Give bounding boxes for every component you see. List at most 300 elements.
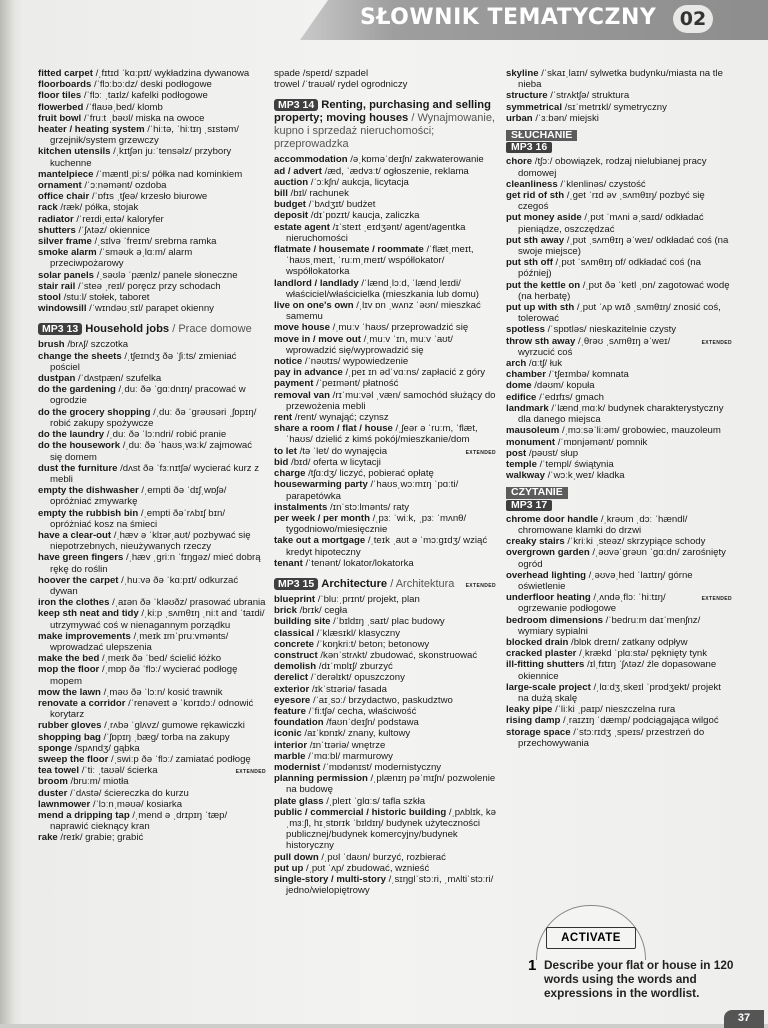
entry-definition: /ˌmend ə ˌdrɪpɪŋ ˈtæp/ naprawić cieknący kran — [50, 810, 228, 833]
entry-definition: /ˈdʌstpæn/ szufelka — [75, 373, 162, 385]
wordlist-entry — [38, 698, 266, 720]
entry-term: building site — [274, 616, 331, 628]
wordlist-entry — [506, 102, 732, 113]
page-number: 37 — [724, 1010, 764, 1028]
wordlist-entry — [274, 639, 496, 650]
entry-term: monument — [506, 436, 556, 448]
section-heading-architecture — [274, 578, 496, 591]
entry-term: notice — [274, 356, 303, 368]
entry-term: chore — [506, 156, 533, 168]
wordlist-entry — [506, 682, 732, 704]
entry-definition: /ˈtʃeɪmbə/ komnata — [546, 369, 629, 381]
wordlist-entry — [506, 156, 732, 178]
entry-definition: /ɪkˈstɪəriə/ fasada — [309, 683, 387, 695]
entry-definition: /ˌaɪən ðə ˈkləʊðz/ prasować ubrania — [109, 597, 266, 609]
wordlist-entry — [38, 68, 266, 79]
entry-definition: /ˈbluːˌprɪnt/ projekt, plan — [315, 593, 420, 605]
wordlist-entry — [38, 799, 266, 810]
entry-definition: /ˈlændˌlɔːd, ˈlændˌleɪdi/ właściciel/właścicielka (mieszkania lub domu) — [286, 277, 480, 300]
wordlist-entry — [274, 740, 496, 751]
mp3-badge: MP3 14 — [274, 99, 318, 111]
entry-definition: /ɪnˈstɔːlmənts/ raty — [327, 501, 410, 513]
wordlist-entry — [506, 459, 732, 470]
entry-definition: /ˈstɔːrɪdʒ ˌspeɪs/ przestrzeń do przechowywania — [518, 726, 705, 749]
wordlist-entry — [38, 664, 266, 686]
entry-definition: /ˌpʌblɪk, kəˌmɜːʃl, hɪˌstɒrɪk ˈbɪldɪŋ/ budynek użyteczności publicznej/budynek komercyjny/budynek historyczny — [286, 806, 496, 852]
entry-term: fruit bowl — [38, 112, 82, 124]
entry-definition: /ˌhæv ˌɡriːn ˈfɪŋɡəz/ mieć dobrą rękę do roślin — [50, 552, 261, 575]
entry-term: payment — [274, 378, 314, 390]
wordlist-entry — [38, 270, 266, 281]
entry-term: derelict — [274, 672, 309, 684]
wordlist-entry — [274, 628, 496, 639]
wordlist-entry — [38, 384, 266, 406]
wordlist-entry — [274, 356, 496, 367]
entry-definition: /rɪˈmuːvəl ˌvæn/ samochód służący do przewożenia mebli — [286, 389, 496, 412]
entry-definition: /ˌkrækd ˈplɑːstə/ pęknięty tynk — [576, 648, 708, 660]
entry-definition: /ˌplænɪŋ pəˈmɪʃn/ pozwolenie na budowę — [286, 773, 496, 796]
wordlist-entry — [274, 300, 496, 322]
entry-term: per week / per month — [274, 512, 370, 524]
entry-term: mausoleum — [506, 425, 560, 437]
wordlist-entry — [38, 788, 266, 799]
entry-definition: /ɑːtʃ/ łuk — [526, 358, 562, 370]
wordlist-entry — [38, 687, 266, 698]
entry-definition: /ˌmeɪk ðə ˈbed/ ścielić łóżko — [99, 653, 222, 665]
entry-definition: /ˈderəlɪkt/ opuszczony — [308, 672, 405, 684]
wordlist-entry — [506, 536, 732, 547]
entry-term: landlord / landlady — [274, 277, 359, 289]
wordlist-entry — [274, 796, 496, 807]
entry-definition: /bɪl/ rachunek — [287, 188, 349, 200]
column-1 — [38, 68, 266, 844]
wordlist-entry — [38, 508, 266, 530]
entry-definition: /faʊnˈdeɪʃn/ podstawa — [323, 717, 419, 729]
wordlist-entry — [274, 616, 496, 627]
wordlist-entry — [274, 751, 496, 762]
wordlist-entry — [274, 322, 496, 333]
wordlist-entry — [506, 179, 732, 190]
entry-term: demolish — [274, 661, 317, 673]
entry-term: spotless — [506, 324, 545, 336]
entry-definition: /ˌmɔːsəˈliːəm/ grobowiec, mauzoleum — [559, 425, 721, 437]
wordlist-entry — [38, 440, 266, 462]
activate-box — [520, 905, 752, 1010]
wordlist-entry — [506, 425, 732, 436]
wordlist-group — [506, 156, 732, 481]
entry-term: marble — [274, 750, 306, 762]
wordlist-entry — [506, 68, 732, 90]
entry-term: put money aside — [506, 212, 582, 224]
wordlist-entry — [506, 392, 732, 403]
entry-definition: /ˌməʊ ðə ˈlɔːn/ kosić trawnik — [100, 686, 223, 698]
wordlist-entry — [274, 513, 496, 535]
wordlist-entry — [274, 199, 496, 210]
entry-term: bid — [274, 456, 289, 468]
entry-term: do the housework — [38, 440, 121, 452]
entry-definition: /ˈklæsɪkl/ klasyczny — [314, 627, 401, 639]
entry-term: blueprint — [274, 593, 316, 605]
entry-term: empty the rubbish bin — [38, 507, 139, 519]
entry-definition: /ˌtʃeɪndʒ ðə ˈʃiːts/ zmieniać pościel — [50, 350, 237, 373]
entry-term: dust the furniture — [38, 462, 118, 474]
entry-term: have green fingers — [38, 552, 124, 564]
wordlist-entry — [274, 166, 496, 177]
entry-definition: /ˈedɪfɪs/ gmach — [536, 391, 605, 403]
entry-definition: /ˌpʊt ðə ˈketl ˌɒn/ zagotować wodę (na herbatę) — [518, 279, 730, 302]
section-title: Renting, purchasing and selling property; moving houses — [274, 99, 491, 125]
wordlist-entry — [274, 222, 496, 244]
entry-definition: /ˈhaʊsˌwɔːmɪŋ ˈpɑːti/ parapetówka — [286, 479, 459, 502]
entry-term: put up with sth — [506, 302, 575, 314]
wordlist-entry — [274, 502, 496, 513]
entry-definition: /ˈpeɪmənt/ płatność — [313, 378, 399, 390]
wordlist-entry — [38, 351, 266, 373]
entry-term: solar panels — [38, 269, 94, 281]
entry-term: rake — [38, 832, 58, 844]
extended-tag: EXTENDED — [701, 339, 732, 346]
entry-definition: /ˈmɒnjəmənt/ pomnik — [555, 436, 648, 448]
entry-term: shutters — [38, 224, 76, 236]
entry-term: sponge — [38, 742, 73, 754]
entry-term: rack — [38, 202, 58, 214]
entry-term: stool — [38, 292, 61, 304]
wordlist-entry — [274, 706, 496, 717]
wordlist-group — [38, 68, 266, 314]
entry-definition: /ˈflɔː ˌtaɪlz/ kafelki podłogowe — [81, 90, 208, 102]
entry-definition: /aɪˈkɒnɪk/ znany, kultowy — [301, 728, 411, 740]
entry-term: empty the dishwasher — [38, 485, 139, 497]
section-subtitle: / Architektura — [387, 577, 455, 590]
entry-term: creaky stairs — [506, 536, 565, 548]
entry-term: removal van — [274, 389, 330, 401]
entry-term: post — [506, 447, 527, 459]
entry-term: brick — [274, 605, 297, 617]
wordlist-entry — [506, 514, 732, 536]
entry-definition: /bruːm/ miotła — [67, 776, 129, 788]
extended-tag: EXTENDED — [235, 769, 266, 776]
wordlist-entry — [274, 717, 496, 728]
entry-definition: /ˈtempl/ świątynia — [536, 458, 614, 470]
entry-definition: /ˈflætˌmeɪt, ˈhaʊsˌmeɪt, ˈruːmˌmeɪt/ współlokator/ współlokatorka — [286, 244, 474, 278]
entry-term: change the sheets — [38, 350, 122, 362]
entry-definition: /ˌsəʊlə ˈpænlz/ panele słoneczne — [94, 269, 238, 281]
wordlist-entry — [506, 727, 732, 749]
entry-definition: /reɪk/ grabie; grabić — [57, 832, 144, 844]
wordlist-entry — [506, 403, 732, 425]
entry-term: landmark — [506, 402, 549, 414]
entry-term: walkway — [506, 470, 545, 482]
entry-term: windowsill — [38, 303, 87, 315]
wordlist-entry — [38, 225, 266, 236]
entry-term: lawnmower — [38, 798, 91, 810]
wordlist-entry — [506, 190, 732, 212]
entry-definition: /ˈklenlinəs/ czystość — [557, 178, 646, 190]
entry-definition: /ˌɡet ˈrɪd əv ˌsʌmθɪŋ/ pozbyć się czegoś — [518, 190, 705, 213]
entry-term: estate agent — [274, 221, 330, 233]
entry-term: mop the floor — [38, 664, 100, 676]
entry-definition: /ˌpʊt ˈʌp/ zbudować, wznieść — [303, 862, 430, 874]
entry-term: bill — [274, 188, 288, 200]
section-subtitle: / Wynajmowanie, kupno i sprzedaż nieruchomości; przeprowadzka — [274, 112, 495, 151]
entry-term: put the kettle on — [506, 279, 581, 291]
entry-term: rubber gloves — [38, 720, 102, 732]
entry-definition: /ˌmɒp ðə ˈflɔː/ wycierać podłogę mopem — [50, 664, 238, 687]
entry-term: overgrown garden — [506, 547, 590, 559]
entry-definition: /ˌpleɪt ˈɡlɑːs/ tafla szkła — [323, 795, 426, 807]
entry-definition: /ˈbʌdʒɪt/ budżet — [305, 199, 376, 211]
wordlist-entry — [274, 605, 496, 616]
wordlist-entry — [506, 570, 732, 592]
entry-definition: /ˌpʊt ˈʌp wɪð ˌsʌmθɪŋ/ znosić coś, tolerować — [518, 302, 721, 325]
entry-definition: /ˈstrʌktʃə/ struktura — [547, 90, 630, 102]
entry-definition: /ˌduː ðə ˈhaʊsˌwɜːk/ zajmować się domem — [50, 440, 253, 463]
entry-definition: /dʌst ðə ˈfɜːnɪtʃə/ wycierać kurz z mebli — [50, 462, 260, 485]
entry-definition: /ˌsɪŋɡlˈstɔːri, ˌmʌltiˈstɔːri/ jedno/wielopiętrowy — [286, 874, 494, 897]
entry-definition: /dəʊm/ kopuła — [531, 380, 595, 392]
wordlist-entry — [274, 457, 496, 468]
wordlist-entry — [274, 695, 496, 706]
entry-term: mend a dripping tap — [38, 810, 130, 821]
wordlist-entry — [38, 720, 266, 731]
entry-definition: /ˌmeɪk ɪmˈpruːvmənts/ wprowadzać ulepszenia — [50, 630, 229, 653]
entry-definition: /ˈwɪndəʊˌsɪl/ parapet okienny — [86, 303, 214, 315]
entry-definition: /ˈɔːkʃn/ aukcja, licytacja — [308, 176, 409, 188]
wordlist-entry — [38, 653, 266, 664]
wordlist-entry — [38, 743, 266, 754]
entry-definition: /dɪˈmɒlɪʃ/ zburzyć — [316, 661, 393, 673]
wordlist-entry — [506, 637, 732, 648]
entry-definition: /ˈɜːbən/ miejski — [532, 112, 599, 124]
entry-term: tea towel — [38, 765, 80, 777]
wordlist-entry — [38, 292, 266, 303]
entry-definition: /ˈlændˌmɑːk/ budynek charakterystyczny dla danego miejsca — [518, 402, 724, 426]
wordlist-entry — [274, 334, 496, 356]
wordlist-entry — [38, 608, 266, 630]
entry-term: edifice — [506, 391, 537, 403]
entry-definition: /kənˈstrʌkt/ zbudować, skonstruować — [317, 649, 478, 661]
entry-definition: /ˌpʊt ˌsʌmθɪŋ əˈweɪ/ odkładać coś (na swoje miejsce) — [518, 234, 729, 258]
entry-term: cleanliness — [506, 178, 558, 190]
section-subtitle: / Prace domowe — [169, 323, 252, 336]
entry-term: mow the lawn — [38, 686, 101, 698]
entry-term: tenant — [274, 557, 303, 569]
wordlist-entry — [506, 280, 732, 302]
wordlist-entry — [38, 429, 266, 440]
entry-term: auction — [274, 176, 309, 188]
wordlist-entry — [274, 177, 496, 188]
entry-definition: /ˌʃeər ə ˈruːm, ˈflæt, ˈhaʊs/ dzielić z kimś pokój/mieszkanie/dom — [286, 423, 478, 446]
entry-term: shopping bag — [38, 731, 101, 743]
entry-definition: /ˈmɑːbl/ marmurowy — [305, 750, 393, 762]
entry-definition: /ˈflaʊəˌbed/ klomb — [83, 101, 163, 113]
entry-definition: /ˌəʊvəˌhed ˈlaɪtɪŋ/ górne oświetlenie — [518, 569, 693, 592]
entry-term: rent — [274, 412, 293, 424]
entry-term: large-scale project — [506, 681, 591, 693]
entry-definition: /ˌθrəʊ ˌsʌmθɪŋ əˈweɪ/ wyrzucić coś — [518, 335, 671, 358]
wordlist-entry — [506, 648, 732, 659]
entry-term: chamber — [506, 369, 546, 381]
entry-definition: /ˌswiːp ðə ˈflɔː/ zamiatać podłogę — [108, 753, 251, 765]
entry-definition: /ˈsteə ˌreɪl/ poręcz przy schodach — [75, 280, 221, 292]
wordlist-entry — [274, 594, 496, 605]
wordlist-entry — [506, 470, 732, 481]
wordlist-entry — [506, 615, 732, 637]
entry-term: temple — [506, 458, 537, 470]
entry-definition: /ˌhæv ə ˈklɪərˌaʊt/ pozbywać się niepotrzebnych, nieużywanych rzeczy — [50, 529, 251, 553]
entry-term: overhead lighting — [506, 569, 586, 581]
entry-definition: /ˈhiːtə, ˈhiːtɪŋ ˌsɪstəm/ grzejnik/system grzewczy — [50, 124, 239, 147]
entry-term: structure — [506, 90, 548, 102]
entry-definition: /ˈlɔːnˌməʊə/ kosiarka — [90, 798, 183, 810]
wordlist-group — [506, 68, 732, 124]
entry-term: hoover the carpet — [38, 574, 119, 586]
wordlist-entry — [38, 776, 266, 787]
wordlist-entry — [274, 807, 496, 852]
wordlist-entry — [274, 728, 496, 739]
entry-definition: /ˈɒfɪs ˌtʃeə/ krzesło biurowe — [89, 191, 208, 203]
entry-term: renovate a corridor — [38, 697, 126, 709]
entry-definition: /ˌteɪk ˌaʊt ə ˈmɔːɡɪdʒ/ wziąć kredyt hipoteczny — [286, 535, 488, 558]
wordlist-group — [274, 154, 496, 569]
wordlist-entry — [38, 79, 266, 90]
wordlist-entry — [38, 339, 266, 350]
wordlist-entry — [38, 191, 266, 202]
entry-term: urban — [506, 112, 533, 124]
entry-term: public / commercial / historic building — [274, 806, 447, 818]
activate-tab: ACTIVATE — [546, 927, 636, 949]
entry-term: stair rail — [38, 280, 76, 292]
entry-definition: /ˈsməʊk əˌlɑːm/ alarm przeciwpożarowy — [50, 247, 193, 270]
wordlist-entry — [274, 650, 496, 661]
wordlist-entry — [506, 324, 732, 335]
entry-term: rising damp — [506, 715, 561, 727]
wordlist-entry — [274, 423, 496, 445]
entry-definition: /əˌkɒməˈdeɪʃn/ zakwaterowanie — [347, 154, 484, 166]
entry-term: keep sth neat and tidy — [38, 608, 139, 620]
entry-term: smoke alarm — [38, 247, 97, 259]
wordlist-entry — [274, 278, 496, 300]
wordlist-entry — [274, 852, 496, 863]
section-title: Household jobs — [85, 323, 170, 336]
wordlist-entry — [38, 281, 266, 292]
entry-term: broom — [38, 776, 68, 788]
entry-term: flatmate / housemate / roommate — [274, 244, 424, 256]
entry-term: housewarming party — [274, 479, 368, 491]
entry-definition: /sɪˈmetrɪkl/ symetryczny — [562, 101, 667, 113]
entry-definition: /ˈʃɒpɪŋ ˌbæɡ/ torba na zakupy — [100, 731, 230, 743]
wordlist-entry — [38, 214, 266, 225]
entry-term: floor tiles — [38, 90, 82, 102]
entry-term: mantelpiece — [38, 168, 94, 180]
entry-definition: /blɒk dreɪn/ zatkany odpływ — [568, 636, 688, 648]
entry-definition: /spʌndʒ/ gąbka — [72, 742, 140, 754]
entry-definition: /rent/ wynająć; czynsz — [292, 412, 389, 424]
entry-definition: /ˈliːki ˌpaɪp/ nieszczelna rura — [552, 704, 676, 716]
entry-term: move house — [274, 322, 330, 334]
entry-definition: /ˌpʊl ˈdaʊn/ burzyć, rozbierać — [318, 851, 446, 863]
entry-definition: /ˈfruːt ˌbəʊl/ miska na owoce — [81, 112, 205, 124]
entry-term: silver frame — [38, 236, 92, 248]
entry-definition: /bɪd/ oferta w licytacji — [288, 456, 381, 468]
entry-definition: /tʃɑːdʒ/ liczyć, pobierać opłatę — [305, 468, 434, 480]
entry-term: do the gardening — [38, 384, 116, 396]
wordlist-entry — [274, 684, 496, 695]
entry-term: single-story / multi-story — [274, 874, 386, 885]
wordlist-entry — [506, 235, 732, 257]
entry-definition: /ˌempti ðəˈrʌbɪʃ bɪn/ opróżniać kosz na śmieci — [50, 507, 226, 530]
entry-definition: /ræk/ półka, stojak — [57, 202, 139, 214]
mp3-badge: MP3 16 — [506, 142, 552, 153]
wordlist-entry — [274, 68, 496, 79]
entry-definition: /tə ˈlet/ do wynajęcia — [296, 445, 388, 457]
entry-term: to let — [274, 445, 297, 457]
entry-term: budget — [274, 199, 306, 211]
entry-term: modernist — [274, 761, 321, 773]
entry-term: interior — [274, 739, 308, 751]
mp3-badge: MP3 13 — [38, 323, 82, 335]
wordlist-entry — [274, 390, 496, 412]
entry-definition: /ˌduː ðə ˈlɔːndri/ robić pranie — [104, 429, 227, 441]
entry-definition: /ˈmɒdənɪst/ modernistyczny — [320, 761, 442, 773]
wordlist-entry — [38, 124, 266, 146]
entry-definition: /stuːl/ stołek, taboret — [60, 292, 150, 304]
wordlist-entry — [274, 412, 496, 423]
entry-term: duster — [38, 787, 68, 799]
entry-term: radiator — [38, 213, 74, 225]
entry-term: accommodation — [274, 154, 348, 166]
entry-term: ad / advert — [274, 165, 322, 177]
entry-definition: /ˌmuːv ˈhaʊs/ przeprowadzić się — [329, 322, 469, 334]
entry-term: heater / heating system — [38, 124, 145, 136]
entry-definition: /ˈwɔːkˌweɪ/ kładka — [544, 470, 625, 482]
wordlist-entry — [274, 558, 496, 569]
entry-term: deposit — [274, 210, 309, 222]
entry-term: storage space — [506, 726, 571, 738]
wordlist-entry — [38, 765, 266, 776]
entry-term: underfloor heating — [506, 592, 591, 604]
wordlist-entry — [274, 762, 496, 773]
wordlist-entry — [274, 367, 496, 378]
wordlist-group — [274, 594, 496, 896]
wordlist-entry — [506, 302, 732, 324]
page-title: SŁOWNIK TEMATYCZNY — [360, 5, 657, 30]
wordlist-entry — [274, 378, 496, 389]
section-heading-household-jobs — [38, 323, 266, 336]
wordlist-entry — [506, 369, 732, 380]
entry-term: ornament — [38, 180, 82, 192]
entry-definition: /æd, ˈædvɜːt/ ogłoszenie, reklama — [322, 165, 469, 177]
entry-term: bedroom dimensions — [506, 614, 604, 626]
entry-term: construct — [274, 649, 318, 661]
entry-term: office chair — [38, 191, 90, 203]
entry-definition: spade /speɪd/ szpadel — [274, 68, 369, 79]
entry-term: chrome door handle — [506, 513, 599, 525]
entry-term: move in / move out — [274, 333, 361, 345]
entry-term: charge — [274, 468, 306, 480]
entry-definition: /ˌpʊt ˈmʌni əˌsaɪd/ odkładać pieniądze, oszczędzać — [518, 212, 704, 235]
wordlist-entry — [38, 202, 266, 213]
entry-term: live on one's own — [274, 300, 354, 312]
wordlist-entry — [506, 715, 732, 726]
extended-tag: EXTENDED — [465, 582, 496, 589]
column-3 — [506, 68, 732, 749]
entry-definition: /ˈʃʌtəz/ okiennice — [75, 224, 150, 236]
entry-definition: /ˈaɪˌsɔː/ brzydactwo, paskudztwo — [310, 694, 453, 706]
entry-term: pay in advance — [274, 367, 343, 379]
wordlist-entry — [38, 754, 266, 765]
wordlist-entry — [38, 530, 266, 552]
